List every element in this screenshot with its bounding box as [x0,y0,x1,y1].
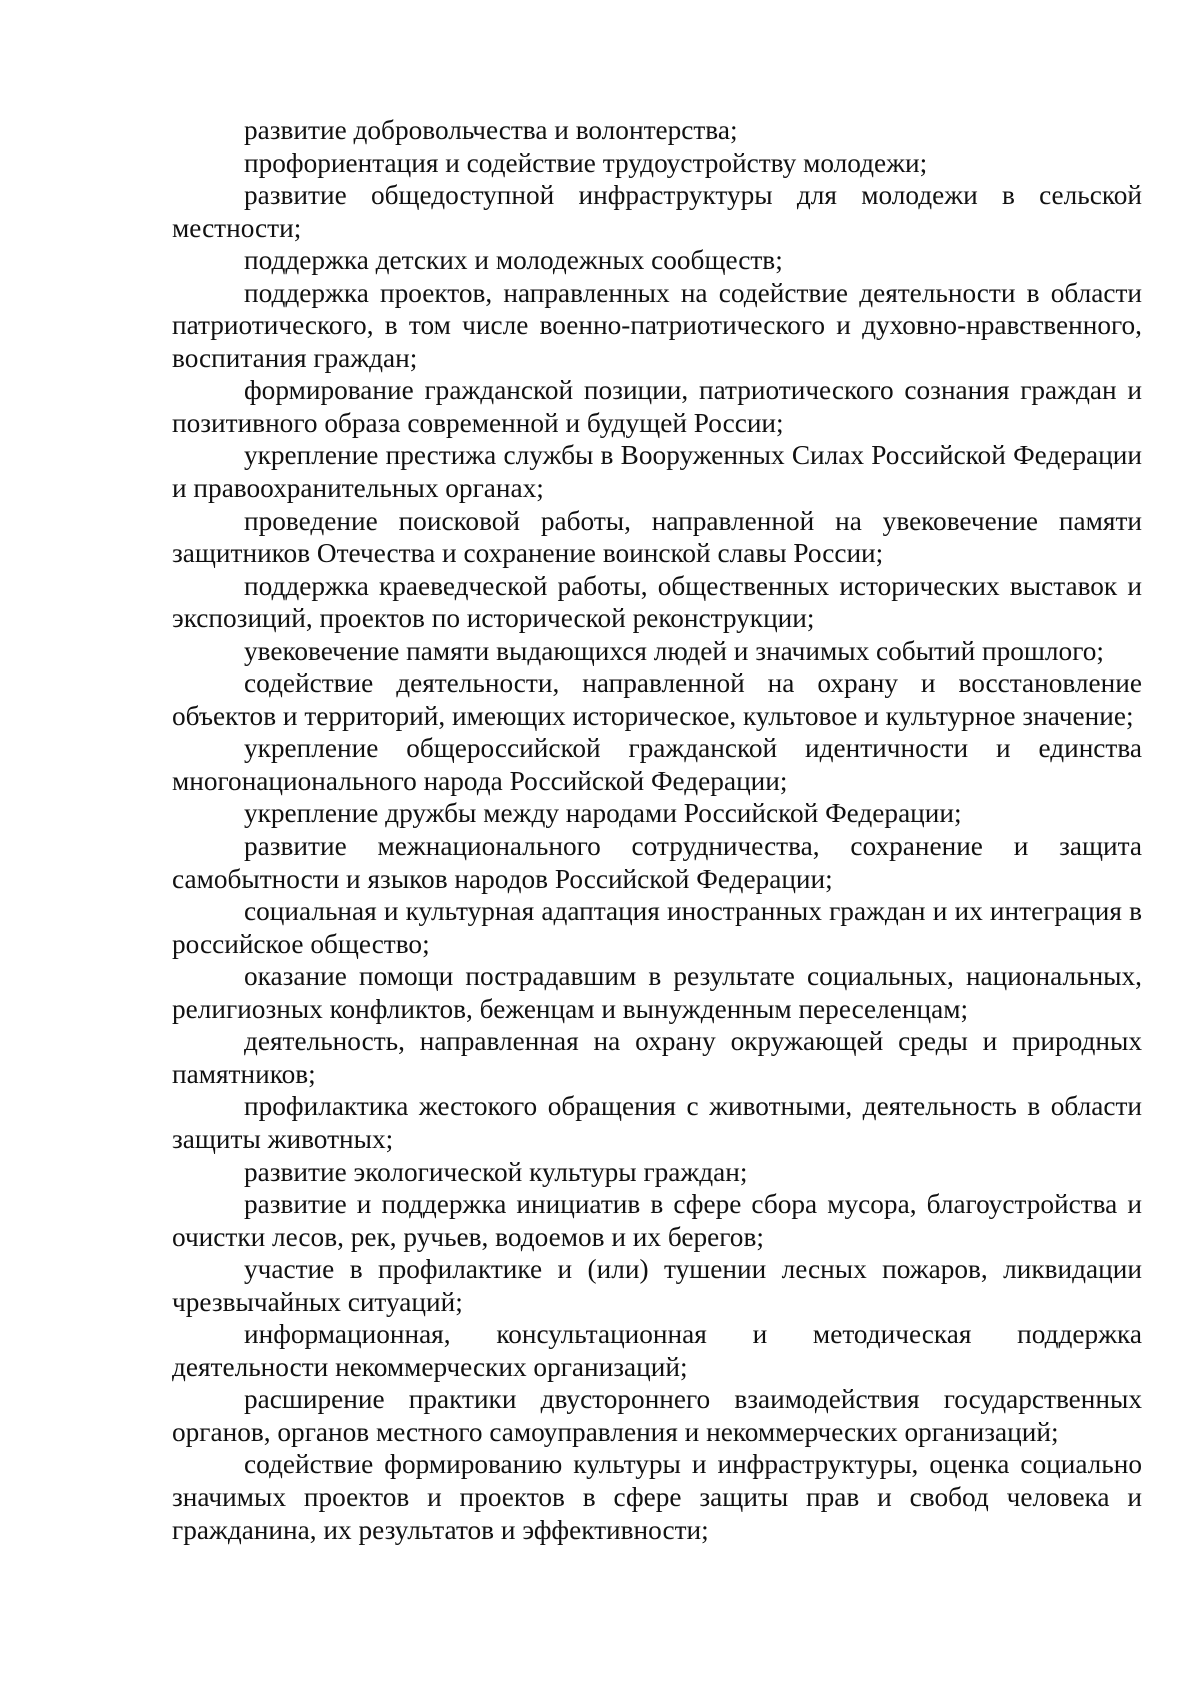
document-body [172,114,1142,1546]
list-item: развитие и поддержка инициатив в сфере сбора мусора, благоустройства и очистки лесов, рек, ручьев, водоемов и их берегов; [172,1189,1142,1252]
list-item: поддержка проектов, направленных на содействие деятельности в области патриотического, в том числе военно-патриотического и духовно-нравственного, воспитания граждан; [172,277,1142,373]
list-item: проведение поисковой работы, направленной на увековечение памяти защитников Отечества и сохранение воинской славы России; [172,505,1142,569]
list-item: участие в профилактике и (или) тушении лесных пожаров, ликвидации чрезвычайных ситуаций; [172,1254,1142,1317]
list-item: поддержка краеведческой работы, общественных исторических выставок и экспозиций, проектов по исторической реконструкции; [172,570,1142,634]
list-item: укрепление дружбы между народами Российской Федерации; [244,798,962,829]
list-item: развитие межнационального сотрудничества, сохранение и защита самобытности и языков народов Российской Федерации; [172,831,1142,894]
list-item: профориентация и содействие трудоустройству молодежи; [244,147,928,178]
list-item: поддержка детских и молодежных сообществ; [244,245,783,276]
list-item: укрепление престижа службы в Вооруженных Силах Российской Федерации и правоохранительных органах; [172,440,1142,504]
list-item: профилактика жестокого обращения с животными, деятельность в области защиты животных; [172,1091,1142,1154]
list-item: развитие общедоступной инфраструктуры для молодежи в сельской местности; [172,180,1142,243]
list-item: развитие экологической культуры граждан; [244,1156,748,1187]
list-item: укрепление общероссийской гражданской идентичности и единства многонационального народа Российской Федерации; [172,733,1142,796]
list-item: деятельность, направленная на охрану окружающей среды и природных памятников; [172,1026,1142,1089]
list-item: расширение практики двустороннего взаимодействия государственных органов, органов местного самоуправления и некоммерческих организаций; [172,1384,1142,1447]
list-item: содействие формированию культуры и инфраструктуры, оценка социально значимых проектов и проектов в сфере защиты прав и свобод человека и гражданина, их результатов и эффективности; [172,1449,1142,1545]
list-item: информационная, консультационная и методическая поддержка деятельности некоммерческих организаций; [172,1319,1142,1382]
list-item: оказание помощи пострадавшим в результате социальных, национальных, религиозных конфликтов, беженцам и вынужденным переселенцам; [172,961,1142,1024]
list-item: содействие деятельности, направленной на охрану и восстановление объектов и территорий, имеющих историческое, культовое и культурное значение; [172,668,1142,731]
list-item: развитие добровольчества и волонтерства; [244,115,738,145]
list-item: социальная и культурная адаптация иностранных граждан и их интеграция в российское общество; [172,896,1142,959]
list-item: формирование гражданской позиции, патриотического сознания граждан и позитивного образа современной и будущей России; [172,375,1142,438]
list-item: увековечение памяти выдающихся людей и значимых событий прошлого; [244,635,1104,666]
